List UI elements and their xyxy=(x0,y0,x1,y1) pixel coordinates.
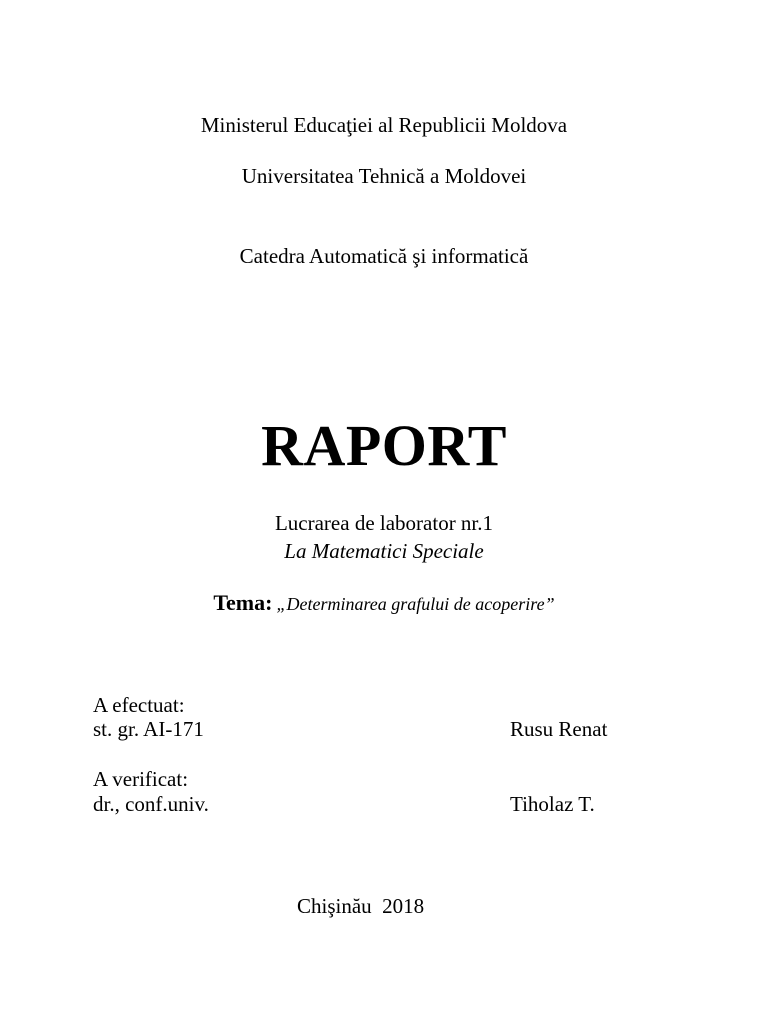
ministry-heading: Ministerul Educaţiei al Republicii Moldova xyxy=(200,113,568,137)
verified-role: dr., conf.univ. xyxy=(93,792,209,816)
lab-work-number: Lucrarea de laborator nr.1 xyxy=(274,511,494,535)
university-heading: Universitatea Tehnică a Moldovei xyxy=(241,164,527,188)
report-title: RAPORT xyxy=(261,413,507,478)
subject-name: La Matematici Speciale xyxy=(284,539,484,563)
topic-close-quote: ” xyxy=(544,594,555,614)
performed-label: A efectuat: xyxy=(93,693,185,717)
footer-year: 2018 xyxy=(382,894,425,918)
footer-city: Chişinău xyxy=(297,894,372,918)
performed-role: st. gr. AI-171 xyxy=(93,717,204,741)
verified-label: A verificat: xyxy=(93,767,189,791)
topic-line xyxy=(0,592,768,614)
topic-text xyxy=(276,594,554,614)
topic-title: Determinarea grafului de acoperire xyxy=(286,594,545,614)
verified-name: Tiholaz T. xyxy=(510,792,595,816)
topic-open-quote: „ xyxy=(276,594,287,614)
footer-place-date xyxy=(297,896,424,917)
topic-label: Tema: xyxy=(213,590,273,615)
department-heading: Catedra Automatică şi informatică xyxy=(239,244,529,268)
performed-name: Rusu Renat xyxy=(510,717,608,741)
